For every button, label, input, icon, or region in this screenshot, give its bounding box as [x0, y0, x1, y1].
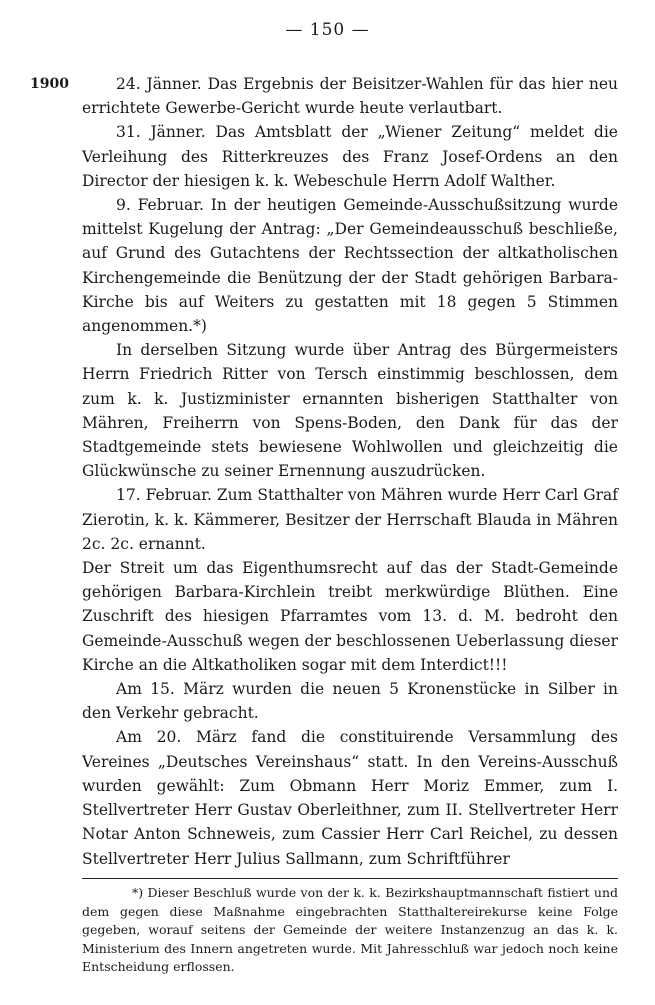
paragraph-15-maerz: Am 15. März wurden die neuen 5 Kronenstücke in Silber in den Verkehr gebracht.	[82, 680, 618, 723]
page-number: — 150 —	[285, 20, 370, 40]
paragraph-9-februar: 9. Februar. In der heutigen Gemeinde-Ausschußsitzung wurde mittelst Kugelung der Antrag: „Der Gemeindeausschuß beschließe, auf Grund des Gutachtens der Rechtssection der altkatholischen Kirchengemeinde die Benützung der der Stadt gehörigen Barbara-Kirche bis auf Weiters zu gestatten mit 18 gegen 5 Stimmen angenommen.*)	[82, 196, 618, 336]
footnote-text: *) Dieser Beschluß wurde von der k. k. Bezirkshauptmannschaft fistiert und dem gegen diese Maßnahme eingebrachten Statthaltereirekurse keine Folge gegeben, worauf seitens der Gemeinde der weitere Instanzenzug an das k. k. Ministerium des Innern angetreten wurde. Mit Jahresschluß war jedoch noch keine Entscheidung erflossen.	[82, 885, 618, 974]
footnote-divider	[82, 878, 618, 879]
paragraph-20-maerz: Am 20. März fand die constituirende Versammlung des Vereines „Deutsches Vereinshaus“ statt. In den Vereins-Ausschuß wurden gewählt: Zum Obmann Herr Moriz Emmer, zum I. Stellvertreter Herr Gustav Oberleithner, zum II. Stellvertreter Herr Notar Anton Schneweis, zum Cassier Herr Carl Reichel, zu dessen Stellvertreter Herr Julius Sallmann, zum Schriftführer	[82, 728, 618, 868]
paragraph-24-jaenner: 24. Jänner. Das Ergebnis der Beisitzer-Wahlen für das hier neu errichtete Gewerbe-Gericht wurde heute verlautbart.	[82, 75, 618, 118]
paragraph-17-februar: 17. Februar. Zum Statthalter von Mähren wurde Herr Carl Graf Zierotin, k. k. Kämmerer, Besitzer der Herrschaft Blauda in Mähren 2c. 2c. ernannt.	[82, 486, 618, 553]
paragraph-31-jaenner: 31. Jänner. Das Amtsblatt der „Wiener Zeitung“ meldet die Verleihung des Ritterkreuzes des Franz Josef-Ordens an den Director der hiesigen k. k. Webeschule Herrn Adolf Walther.	[82, 123, 618, 190]
paragraph-same-session: In derselben Sitzung wurde über Antrag des Bürgermeisters Herrn Friedrich Ritter von Tersch einstimmig beschlossen, dem zum k. k. Justizminister ernannten bisherigen Statthalter von Mähren, Freiherrn von Spens-Boden, den Dank für das der Stadtgemeinde stets bewiesene Wohlwollen und gleichzeitig die Glückwünsche zu seiner Ernennung auszudrücken.	[82, 341, 618, 481]
paragraph-barbara-dispute: Der Streit um das Eigenthumsrecht auf das der Stadt-Gemeinde gehörigen Barbara-Kirchlein treibt merkwürdige Blüthen. Eine Zuschrift des hiesigen Pfarramtes vom 13. d. M. bedroht den Gemeinde-Ausschuß wegen der beschlossenen Ueberlassung dieser Kirche an die Altkatholiken sogar mit dem Interdict!!!	[82, 559, 618, 674]
margin-year: 1900	[30, 76, 69, 92]
footnote	[82, 884, 618, 977]
body-text	[82, 72, 618, 871]
